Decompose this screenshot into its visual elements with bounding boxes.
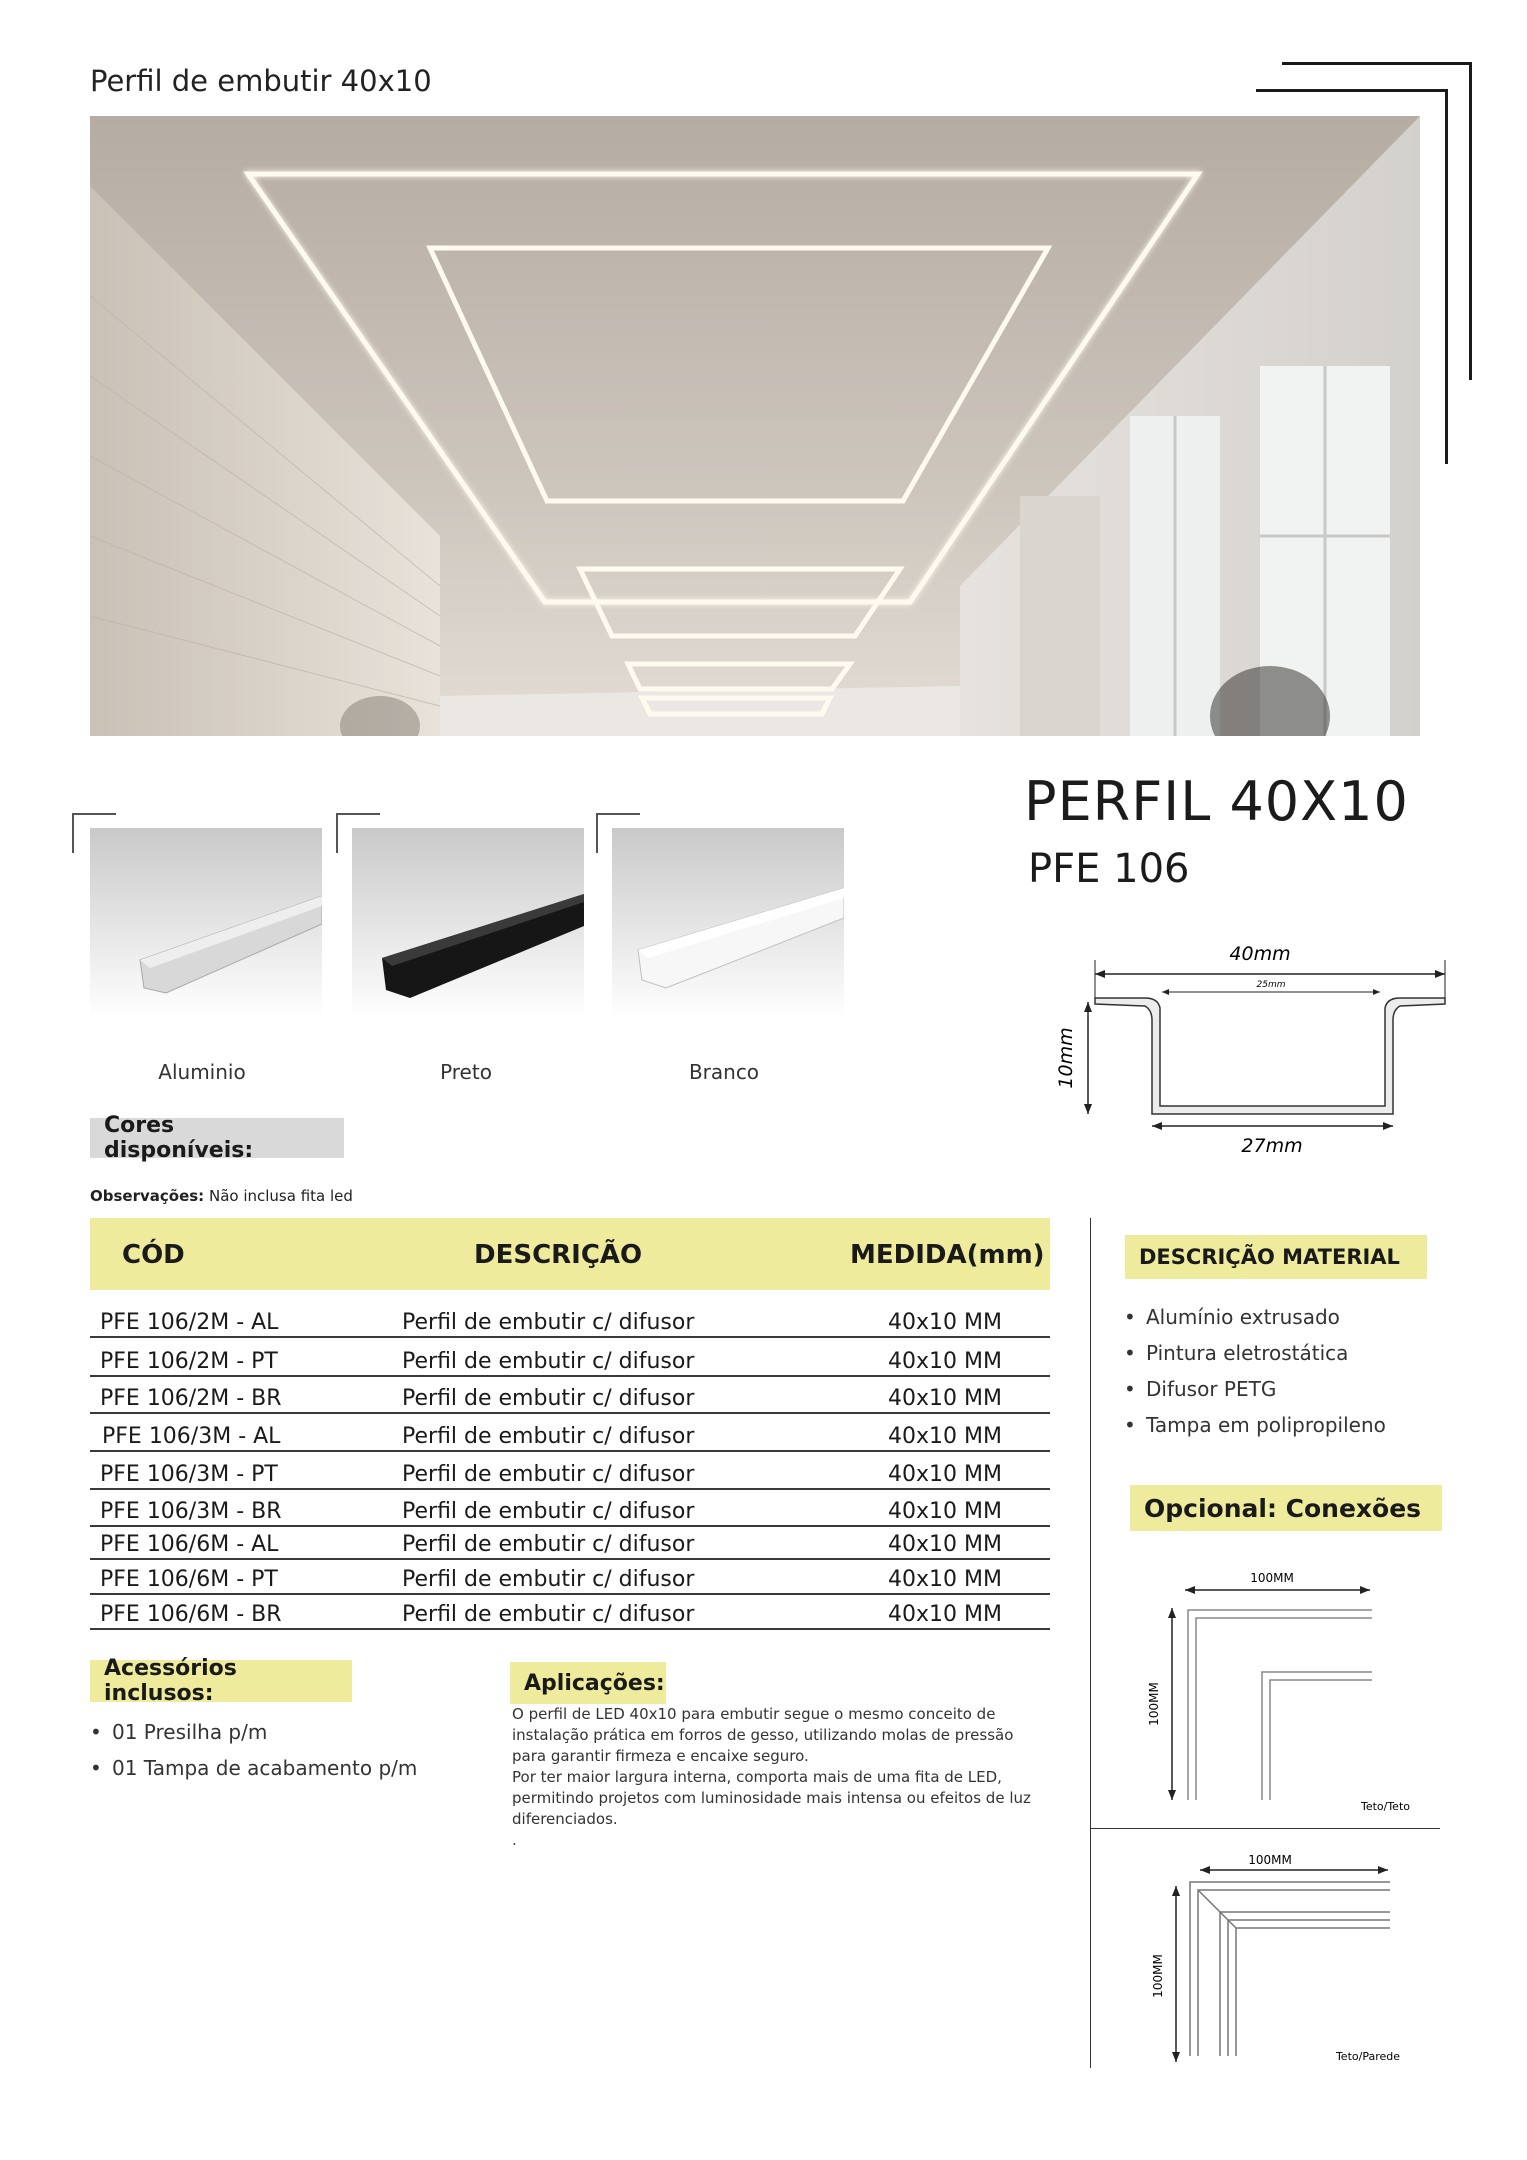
table-header bbox=[90, 1218, 1050, 1290]
row-code: PFE 106/6M - AL bbox=[100, 1532, 279, 1557]
row-measure: 40x10 MM bbox=[888, 1349, 1002, 1374]
list-item: • Pintura eletrostática bbox=[1124, 1341, 1349, 1365]
applications-text bbox=[512, 1704, 1052, 1851]
right-column-divider bbox=[1090, 1218, 1091, 2068]
table-row bbox=[90, 1565, 1050, 1595]
dim-bottom-label: 27mm bbox=[1241, 1135, 1303, 1157]
material-title: DESCRIÇÃO MATERIAL bbox=[1125, 1235, 1427, 1279]
material-item: Tampa em polipropileno bbox=[1146, 1413, 1386, 1437]
material-item: Pintura eletrostática bbox=[1146, 1341, 1349, 1365]
table-row bbox=[90, 1497, 1050, 1527]
connections-divider bbox=[1090, 1828, 1440, 1829]
table-row bbox=[90, 1460, 1050, 1490]
material-list bbox=[1124, 1305, 1386, 1449]
list-item: • 01 Tampa de acabamento p/m bbox=[90, 1756, 418, 1780]
row-code: PFE 106/6M - PT bbox=[100, 1567, 278, 1592]
applications-title: Aplicações: bbox=[510, 1662, 666, 1704]
applications-line: para garantir firmeza e encaixe seguro. bbox=[512, 1747, 809, 1765]
applications-line: O perfil de LED 40x10 para embutir segue o mesmo conceito de bbox=[512, 1705, 996, 1723]
row-measure: 40x10 MM bbox=[888, 1386, 1002, 1411]
applications-line: instalação prática em forros de gesso, utilizando molas de pressão bbox=[512, 1726, 1014, 1744]
swatch-label-aluminio: Aluminio bbox=[158, 1060, 246, 1084]
row-description: Perfil de embutir c/ difusor bbox=[402, 1310, 695, 1335]
conn2-label: Teto/Parede bbox=[1335, 2050, 1400, 2063]
optional-title: Opcional: Conexões bbox=[1130, 1485, 1442, 1531]
row-code: PFE 106/3M - PT bbox=[100, 1462, 278, 1487]
accessories-list bbox=[90, 1720, 417, 1792]
accessory-item: 01 Tampa de acabamento p/m bbox=[112, 1756, 418, 1780]
dim-inner-label: 25mm bbox=[1256, 980, 1286, 990]
page-title: Perfil de embutir 40x10 bbox=[90, 64, 432, 98]
row-description: Perfil de embutir c/ difusor bbox=[402, 1567, 695, 1592]
row-description: Perfil de embutir c/ difusor bbox=[402, 1532, 695, 1557]
swatch-label-preto: Preto bbox=[440, 1060, 492, 1084]
accessories-title: Acessórios inclusos: bbox=[90, 1660, 352, 1702]
list-item: • 01 Presilha p/m bbox=[90, 1720, 268, 1744]
row-code: PFE 106/3M - BR bbox=[100, 1499, 282, 1524]
list-item: • Difusor PETG bbox=[1124, 1377, 1277, 1401]
conn2-width: 100MM bbox=[1248, 1853, 1292, 1867]
profile-dimension-diagram bbox=[1050, 930, 1470, 1170]
row-description: Perfil de embutir c/ difusor bbox=[402, 1602, 695, 1627]
connection-teto-teto-diagram bbox=[1140, 1560, 1440, 1820]
applications-line: Por ter maior largura interna, comporta mais de uma fita de LED, bbox=[512, 1768, 1002, 1786]
row-code: PFE 106/6M - BR bbox=[100, 1602, 282, 1627]
table-row bbox=[90, 1347, 1050, 1377]
row-description: Perfil de embutir c/ difusor bbox=[402, 1499, 695, 1524]
row-code: PFE 106/3M - AL bbox=[102, 1424, 281, 1449]
row-code: PFE 106/2M - AL bbox=[100, 1310, 279, 1335]
dim-width-label: 40mm bbox=[1229, 943, 1291, 965]
header-measure: MEDIDA(mm) bbox=[850, 1240, 1045, 1270]
row-description: Perfil de embutir c/ difusor bbox=[402, 1424, 695, 1449]
row-measure: 40x10 MM bbox=[888, 1424, 1002, 1449]
table-row bbox=[90, 1308, 1050, 1338]
table-row bbox=[90, 1530, 1050, 1560]
header-code: CÓD bbox=[122, 1240, 185, 1270]
row-measure: 40x10 MM bbox=[888, 1602, 1002, 1627]
row-measure: 40x10 MM bbox=[888, 1532, 1002, 1557]
applications-line: diferenciados. bbox=[512, 1810, 618, 1828]
list-item: • Tampa em polipropileno bbox=[1124, 1413, 1386, 1437]
table-row bbox=[90, 1384, 1050, 1414]
row-description: Perfil de embutir c/ difusor bbox=[402, 1386, 695, 1411]
row-code: PFE 106/2M - BR bbox=[100, 1386, 282, 1411]
row-code: PFE 106/2M - PT bbox=[100, 1349, 278, 1374]
list-item: • Alumínio extrusado bbox=[1124, 1305, 1340, 1329]
material-item: Alumínio extrusado bbox=[1146, 1305, 1340, 1329]
material-item: Difusor PETG bbox=[1146, 1377, 1277, 1401]
row-measure: 40x10 MM bbox=[888, 1567, 1002, 1592]
observations-label: Observações: bbox=[90, 1187, 205, 1205]
connection-teto-parede-diagram bbox=[1140, 1846, 1440, 2086]
table-row bbox=[90, 1600, 1050, 1630]
table-row bbox=[90, 1422, 1050, 1452]
dim-height-label: 10mm bbox=[1055, 1027, 1077, 1089]
conn1-label: Teto/Teto bbox=[1360, 1800, 1410, 1813]
row-measure: 40x10 MM bbox=[888, 1310, 1002, 1335]
observations bbox=[90, 1187, 353, 1205]
conn1-height: 100MM bbox=[1147, 1682, 1161, 1726]
observations-text: Não inclusa fita led bbox=[208, 1187, 353, 1205]
applications-line: . bbox=[512, 1831, 517, 1849]
product-name: PERFIL 40X10 bbox=[1024, 770, 1409, 833]
row-description: Perfil de embutir c/ difusor bbox=[402, 1462, 695, 1487]
row-measure: 40x10 MM bbox=[888, 1499, 1002, 1524]
swatch-label-branco: Branco bbox=[688, 1060, 760, 1084]
colors-available-label: Cores disponíveis: bbox=[90, 1118, 344, 1158]
row-description: Perfil de embutir c/ difusor bbox=[402, 1349, 695, 1374]
accessory-item: 01 Presilha p/m bbox=[112, 1720, 268, 1744]
header-description: DESCRIÇÃO bbox=[474, 1240, 643, 1270]
conn1-width: 100MM bbox=[1250, 1571, 1294, 1585]
row-measure: 40x10 MM bbox=[888, 1462, 1002, 1487]
applications-line: permitindo projetos com luminosidade mais intensa ou efeitos de luz bbox=[512, 1789, 1031, 1807]
hero-ceiling-image bbox=[90, 116, 1420, 736]
product-code: PFE 106 bbox=[1028, 846, 1190, 892]
conn2-height: 100MM bbox=[1151, 1954, 1165, 1998]
